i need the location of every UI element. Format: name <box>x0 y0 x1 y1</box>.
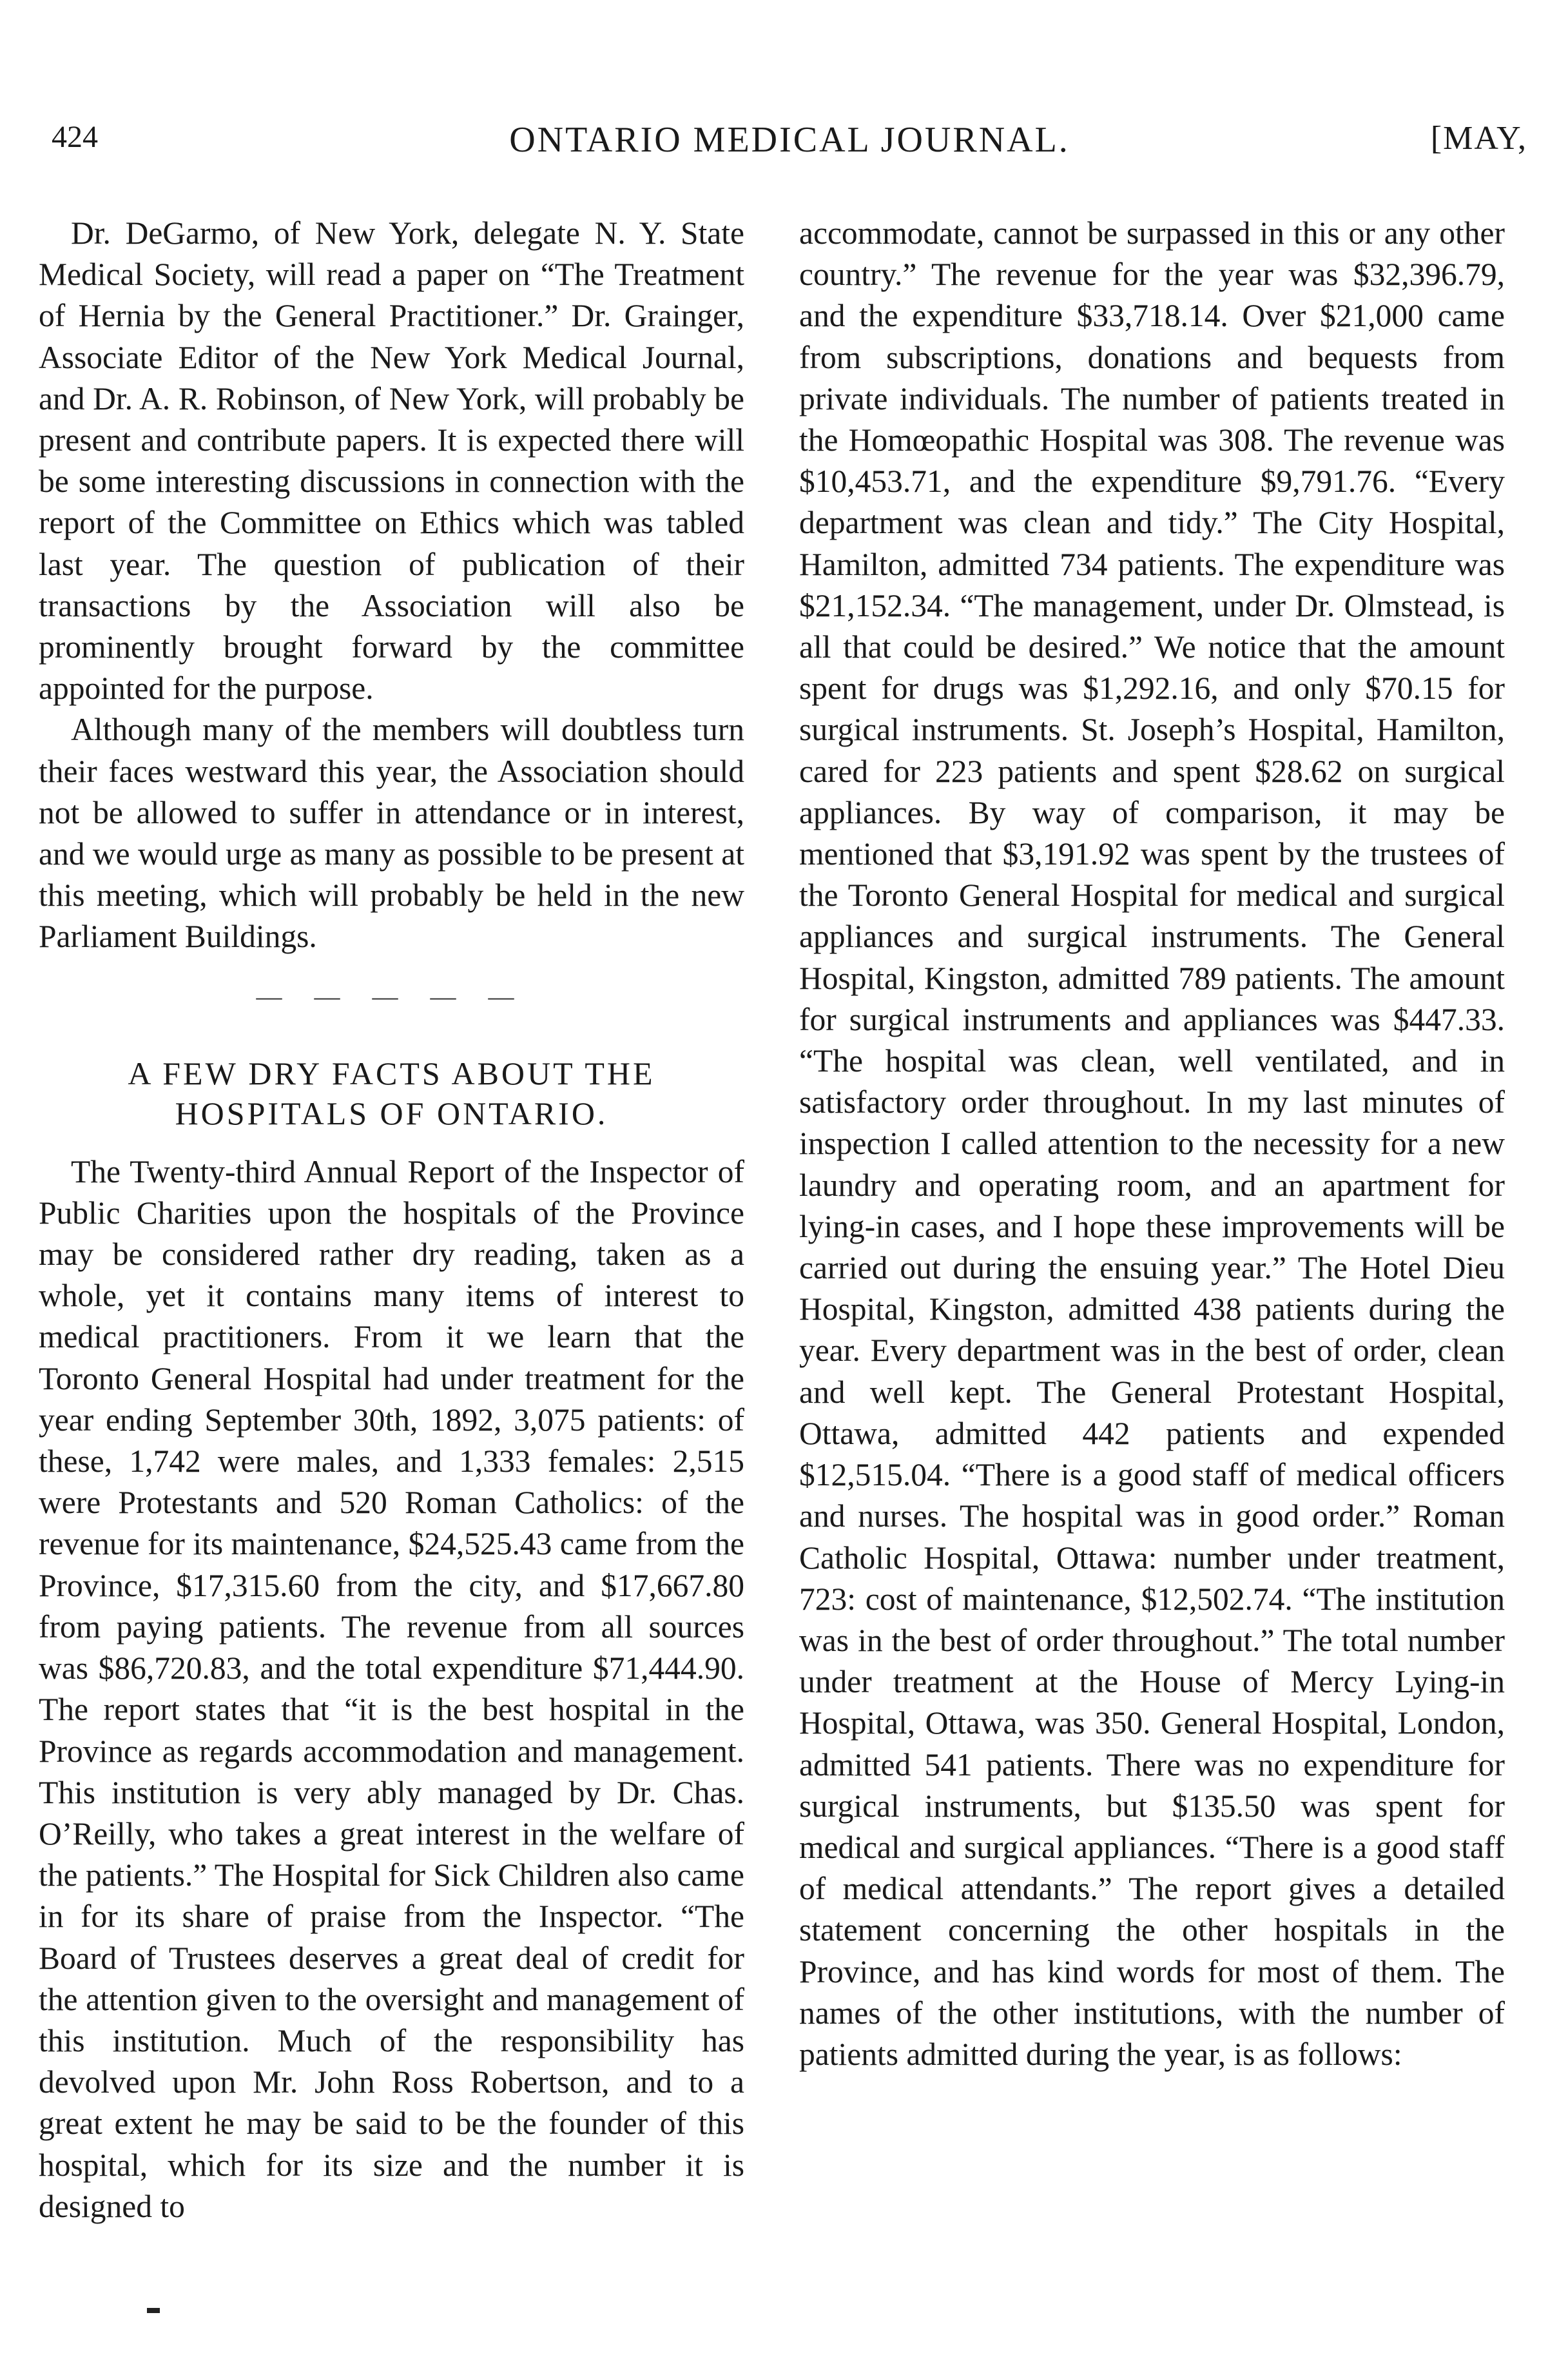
print-speck <box>147 2308 160 2313</box>
left-column <box>39 213 744 2227</box>
section-divider: — — — — — <box>256 981 527 1011</box>
paragraph-attendance: Although many of the members will doubtless turn their faces westward this year, the Association should not be allowed to suffer in attendance or in interest, and we would urge as many as possible to be present at this meeting, which will probably be held in the new Parliament Buildings. <box>39 712 744 955</box>
paragraph-delegates: Dr. DeGarmo, of New York, delegate N. Y. State Medical Society, will read a paper on “The Treatment of Hernia by the General Practitioner.” Dr. Grainger, Associate Editor of the New York Medical Journal, and Dr. A. R. Robinson, of New York, will probably be present and contribute papers. It is expected there will be some interesting discussions in connection with the report of the Committee on Ethics which was tabled last year. The question of publication of their transactions by the Association will also be prominently brought forward by the committee appointed for the purpose. <box>39 215 744 707</box>
issue-month: [MAY, <box>1430 120 1527 157</box>
journal-title: ONTARIO MEDICAL JOURNAL. <box>509 120 1070 160</box>
right-column <box>799 213 1505 2075</box>
article-heading: A FEW DRY FACTS ABOUT THE HOSPITALS OF ONTARIO. <box>128 1055 655 1131</box>
page-header <box>52 119 1527 171</box>
paragraph-hospitals: accommodate, cannot be surpassed in this or any other country.” The revenue for the year was $32,396.79, and the expenditure $33,718.14. Over $21,000 came from subscriptions, donations and bequests from private individuals. The number of patients treated in the Homœopathic Hospital was 308. The revenue was $10,453.71, and the expenditure $9,791.76. “Every department was clean and tidy.” The City Hospital, Hamilton, admitted 734 patients. The expenditure was $21,152.34. “The management, under Dr. Olmstead, is all that could be desired.” We notice that the amount spent for drugs was $1,292.16, and only $70.15 for surgical instruments. St. Joseph’s Hospital, Hamilton, cared for 223 patients and spent $28.62 on surgical appliances. By way of comparison, it may be mentioned that $3,191.92 was spent by the trustees of the Toronto General Hospital for medical and surgical appliances and surgical instruments. The General Hospital, Kingston, admitted 789 patients. The amount for surgical instruments and appliances was $447.33. “The hospital was clean, well ventilated, and in satisfactory order throughout. In my last minutes of inspection I called attention to the necessity for a new laundry and operating room, and an apartment for lying-in cases, and I hope these improvements will be carried out during the ensuing year.” The Hotel Dieu Hospital, Kingston, admitted 438 patients during the year. Every department was in the best of order, clean and well kept. The General Protestant Hospital, Ottawa, admitted 442 patients and expended $12,515.04. “There is a good staff of medical officers and nurses. The hospital was in good order.” Roman Catholic Hospital, Ottawa: number under treatment, 723: cost of maintenance, $12,502.74. “The institution was in the best of order throughout.” The total number under treatment at the House of Mercy Lying-in Hospital, Ottawa, was 350. General Hospital, London, admitted 541 patients. There was no expenditure for surgical instruments, but $135.50 was spent for medical and surgical appliances. “There is a good staff of medical attendants.” The report gives a detailed statement concerning the other hospitals in the Province, and has kind words for most of them. The names of the other institutions, with the number of patients admitted during the year, is as follows: <box>799 215 1505 2072</box>
paragraph-report: The Twenty-third Annual Report of the Inspector of Public Charities upon the hospitals of the Province may be considered rather dry reading, taken as a whole, yet it contains many items of interest to medical practitioners. From it we learn that the Toronto General Hospital had under treatment for the year ending September 30th, 1892, 3,075 patients: of these, 1,742 were males, and 1,333 females: 2,515 were Protestants and 520 Roman Catholics: of the revenue for its maintenance, $24,525.43 came from the Province, $17,315.60 from the city, and $17,667.80 from paying patients. The revenue from all sources was $86,720.83, and the total expenditure $71,444.90. The report states that “it is the best hospital in the Province as regards accommodation and management. This institution is very ably managed by Dr. Chas. O’Reilly, who takes a great interest in the welfare of the patients.” The Hospital for Sick Children also came in for its share of praise from the Inspector. “The Board of Trustees deserves a great deal of credit for the attention given to the oversight and management of this institution. Much of the responsibility has devolved upon Mr. John Ross Robertson, and to a great extent he may be said to be the founder of this hospital, which for its size and the number it is designed to <box>39 1153 744 2224</box>
page-number: 424 <box>52 120 98 154</box>
